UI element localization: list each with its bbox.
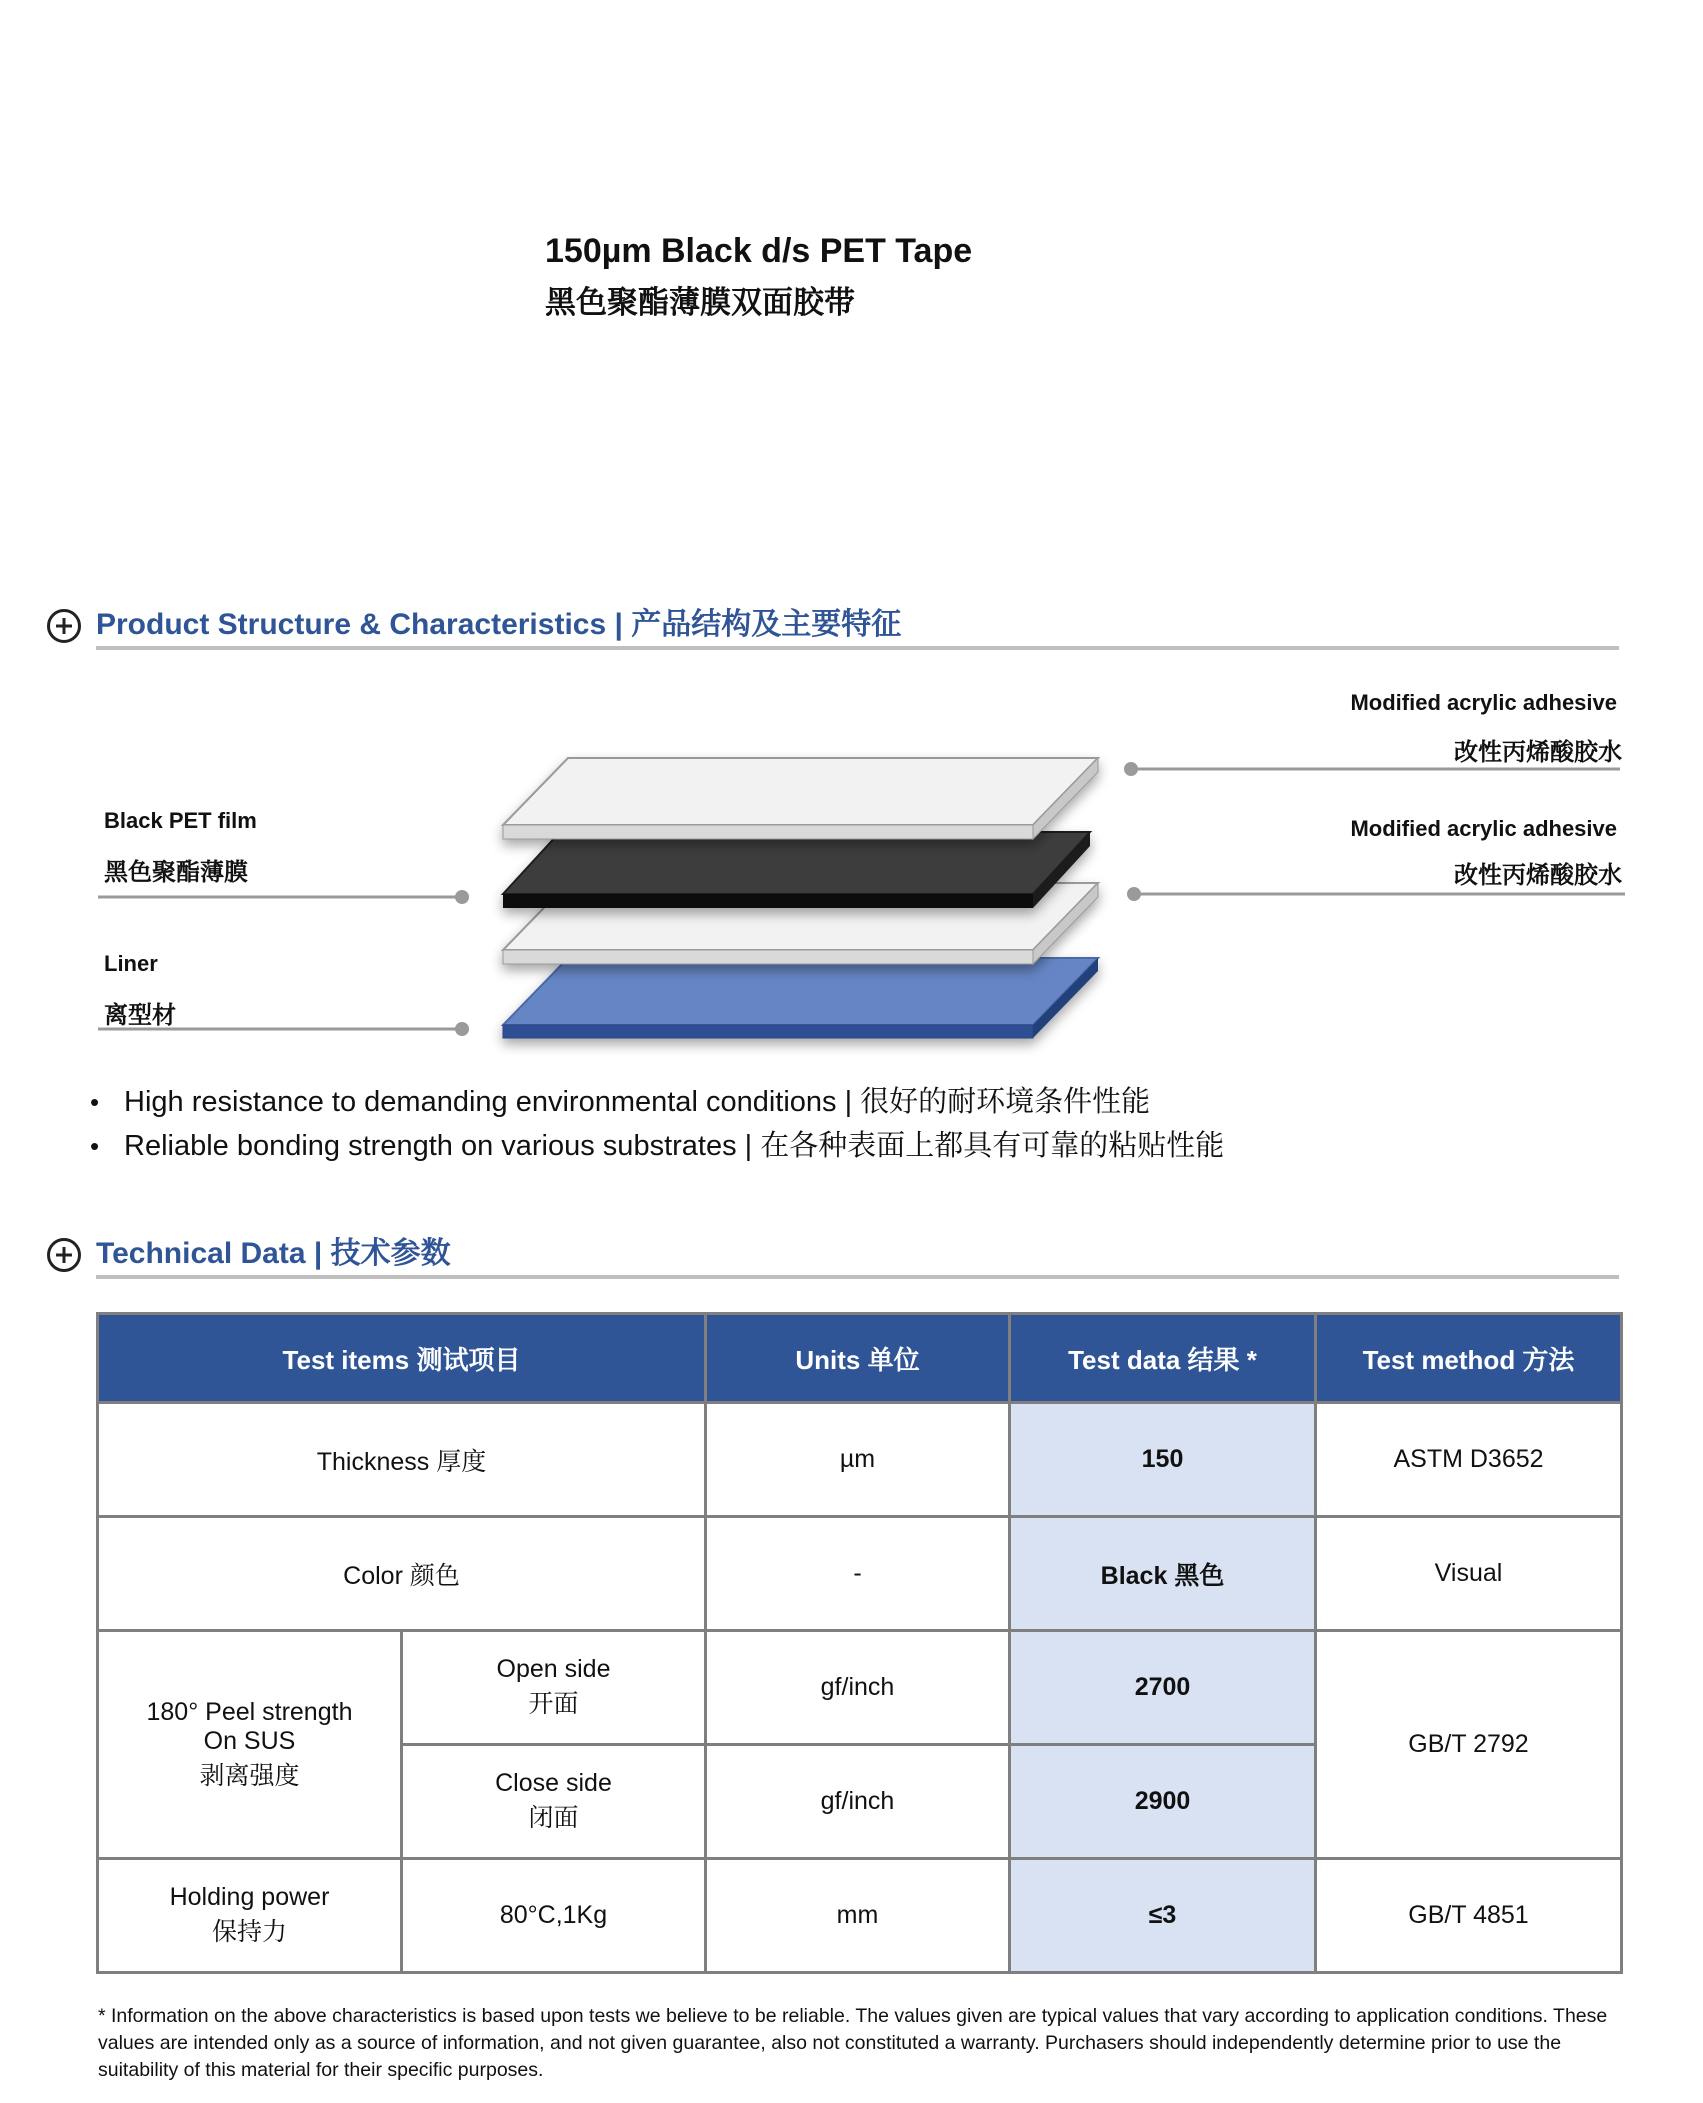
plus-circle-icon <box>47 1238 81 1272</box>
top-adhesive-label-cn: 改性丙烯酸胶水 <box>1454 739 1622 766</box>
header-units: Units 单位 <box>706 1314 1010 1403</box>
thickness-unit: µm <box>706 1403 1010 1517</box>
mid-adhesive-label-cn: 改性丙烯酸胶水 <box>1454 862 1622 889</box>
table-row <box>98 1631 1622 1745</box>
list-item: • Reliable bonding strength on various substrates | 在各种表面上都具有可靠的粘贴性能 <box>90 1130 1225 1162</box>
black-pet-film-layer <box>503 832 1090 908</box>
header-test-data: Test data 结果 * <box>1010 1314 1316 1403</box>
color-item: Color 颜色 <box>98 1517 706 1631</box>
section-divider <box>96 1275 1619 1279</box>
document-subtitle: 黑色聚酯薄膜双面胶带 <box>545 285 855 320</box>
liner-label-en: Liner <box>104 951 158 976</box>
header-test-method: Test method 方法 <box>1316 1314 1622 1403</box>
structure-section-heading: Product Structure & Characteristics | 产品结构及主要特征 <box>96 608 902 641</box>
color-unit: - <box>706 1517 1010 1631</box>
holding-power-condition: 80°C,1Kg <box>402 1859 706 1973</box>
holding-power-item: Holding power 保持力 <box>98 1859 402 1973</box>
top-adhesive-label-en: Modified acrylic adhesive <box>1350 690 1617 715</box>
plus-circle-icon <box>47 609 81 643</box>
holding-power-method: GB/T 4851 <box>1316 1859 1622 1973</box>
technical-section-heading: Technical Data | 技术参数 <box>96 1237 451 1270</box>
peel-strength-method: GB/T 2792 <box>1316 1631 1622 1859</box>
table-row <box>98 1859 1622 1973</box>
holding-power-unit: mm <box>706 1859 1010 1973</box>
section-divider <box>96 646 1619 650</box>
holding-power-value: ≤3 <box>1010 1859 1316 1973</box>
liner-label-cn: 离型材 <box>104 1002 176 1029</box>
color-value: Black 黑色 <box>1010 1517 1316 1631</box>
open-side-label: Open side 开面 <box>402 1631 706 1745</box>
table-row <box>98 1403 1622 1517</box>
close-side-value: 2900 <box>1010 1745 1316 1859</box>
disclaimer-footnote: * Information on the above characteristics is based upon tests we believe to be reliable. The values given are typical values that vary according to application conditions. These values are intended only as a source of information, and not given guarantee, also not constituted a warranty. Purchasers should independently determine prior to use the suitability of this material for their specific purposes. <box>98 2005 1608 2081</box>
peel-strength-item: 180° Peel strength On SUS 剥离强度 <box>98 1631 402 1859</box>
pet-film-label-en: Black PET film <box>104 808 257 833</box>
technical-data-table <box>96 1312 1623 1974</box>
liner-layer <box>503 958 1098 1038</box>
list-item: • High resistance to demanding environmental conditions | 很好的耐环境条件性能 <box>90 1086 1151 1118</box>
open-side-unit: gf/inch <box>706 1631 1010 1745</box>
mid-adhesive-label-en: Modified acrylic adhesive <box>1350 816 1617 841</box>
header-test-items: Test items 测试项目 <box>98 1314 706 1403</box>
thickness-value: 150 <box>1010 1403 1316 1517</box>
close-side-unit: gf/inch <box>706 1745 1010 1859</box>
characteristics-list <box>90 1080 1224 1168</box>
thickness-item: Thickness 厚度 <box>98 1403 706 1517</box>
thickness-method: ASTM D3652 <box>1316 1403 1622 1517</box>
open-side-value: 2700 <box>1010 1631 1316 1745</box>
document-title: 150µm Black d/s PET Tape <box>545 232 973 270</box>
table-header-row <box>98 1314 1622 1403</box>
color-method: Visual <box>1316 1517 1622 1631</box>
top-adhesive-layer <box>503 758 1098 839</box>
table-row <box>98 1517 1622 1631</box>
close-side-label: Close side 闭面 <box>402 1745 706 1859</box>
pet-film-label-cn: 黑色聚酯薄膜 <box>104 859 248 886</box>
